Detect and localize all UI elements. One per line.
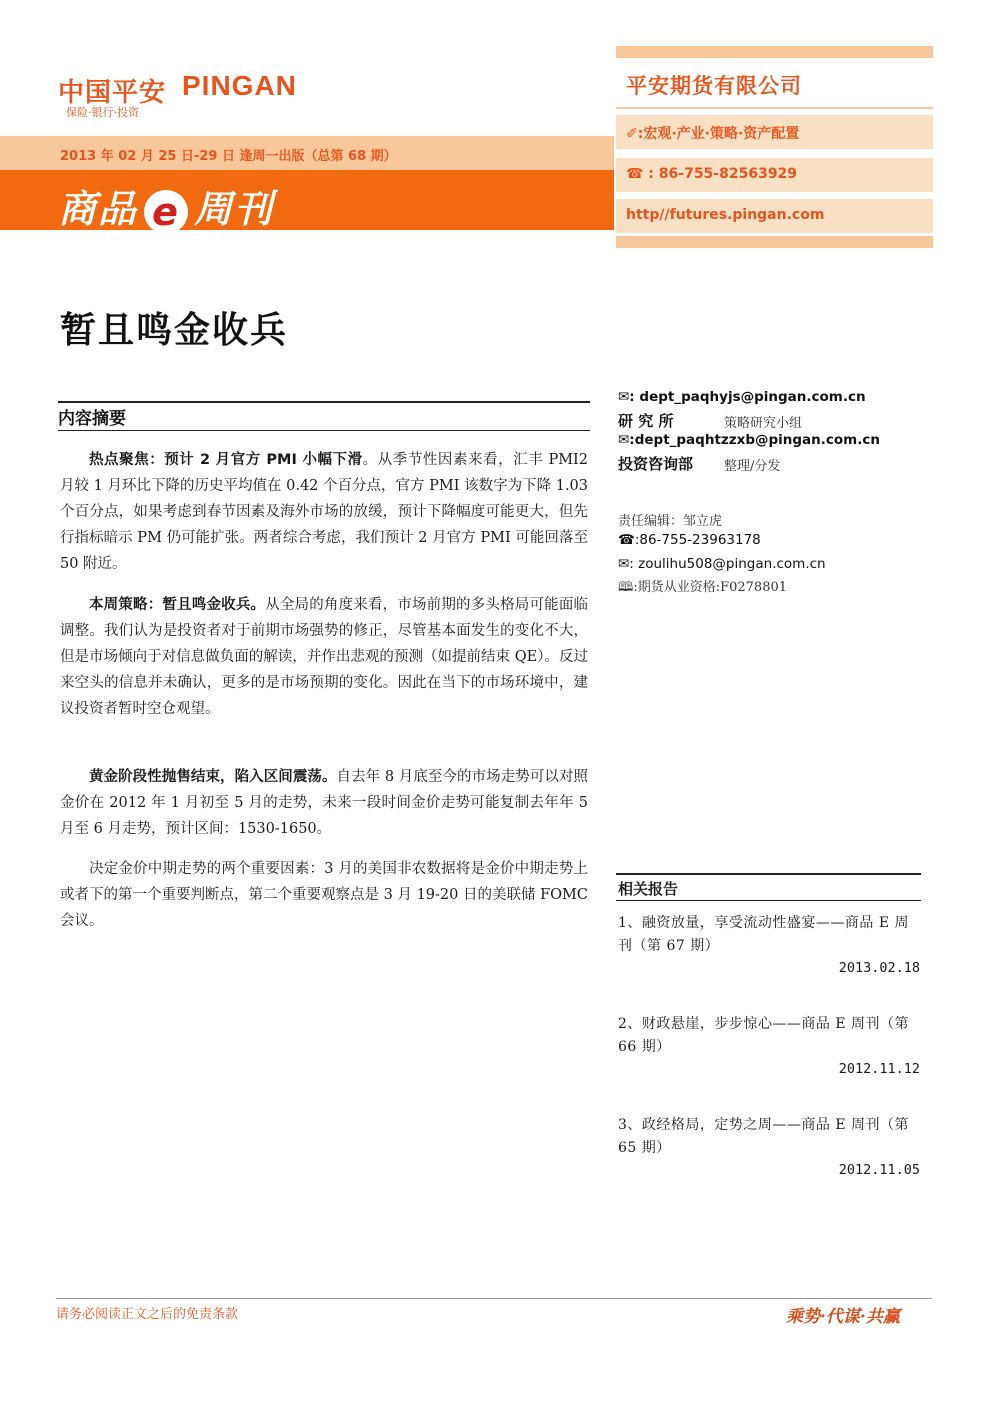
- related-heading: 相关报告: [618, 880, 679, 898]
- summary-rule-bottom: [58, 430, 590, 431]
- logo-cn: 中国平安: [58, 78, 167, 108]
- editor-email[interactable]: ✉: zoulihu508@pingan.com.cn: [618, 556, 826, 572]
- related-date-2: 2012.11.12: [838, 1061, 920, 1077]
- p3-text: 自去年 8 月底至今的市场走势可以对照金价在 2012 年 1 月初至 5 月的走势，未来一段时间金价走势可能复制去年年 5 月至 6 月走势，预计区间：1530-1650。: [60, 769, 588, 837]
- editor-phone: ☎:86-755-23963178: [618, 532, 761, 548]
- dept-consulting-label: 投资咨询部: [618, 455, 694, 473]
- summary-paragraph-2: [60, 592, 588, 722]
- issue-line: 2013 年 02 月 25 日-29 日 逢周一出版（总第 68 期）: [60, 149, 397, 164]
- company-phone-row: [616, 158, 933, 192]
- company-tagline: ✐:宏观·产业·策略·资产配置: [626, 126, 800, 142]
- brand-right: 周刊: [194, 187, 275, 231]
- related-item-1[interactable]: 1、融资放量，享受流动性盛宴——商品 E 周刊（第 67 期）: [618, 915, 910, 954]
- related-rule-bottom: [616, 900, 921, 901]
- related-rule-top: [616, 873, 921, 875]
- logo-subtitle: 保险·银行·投资: [66, 106, 139, 119]
- related-item-3[interactable]: 3、政经格局，定势之周——商品 E 周刊（第 65 期）: [618, 1117, 910, 1156]
- report-title: 暂且鸣金收兵: [60, 310, 289, 351]
- dept-research-label: 研 究 所: [618, 412, 674, 430]
- summary-paragraph-4: [60, 856, 588, 934]
- editor-license: 🕮:期货从业资格:F0278801: [618, 580, 788, 595]
- brand-left: 商品: [58, 187, 139, 231]
- related-date-3: 2012.11.05: [838, 1162, 920, 1178]
- logo-en: PINGAN: [182, 70, 297, 101]
- dept-consulting-value: 整理/分发: [724, 459, 781, 474]
- footer-slogan: 乘势·代谋·共赢: [786, 1307, 900, 1327]
- company-url[interactable]: http//futures.pingan.com: [626, 207, 825, 223]
- p1-bold: 热点聚焦：预计 2 月官方 PMI 小幅下滑: [89, 452, 363, 468]
- company-phone: ☎ : 86-755-82563929: [626, 166, 798, 182]
- p1-text: 。从季节性因素来看，汇丰 PMI2 月较 1 月环比下降的历史平均值在 0.42 个百分点，官方 PMI 该数字为下降 1.03 个百分点，如果考虑到春节因素及海外市场的放缓，预计下降幅度可能更大，但先行指标暗示 PM 仍可能扩张。两者综合考虑，我们预计 2 月官方 PMI 可能回落至 50 附近。: [60, 452, 589, 572]
- p3-bold: 黄金阶段性抛售结束，陷入区间震荡。: [89, 769, 337, 785]
- editor: 责任编辑：邹立虎: [618, 514, 723, 529]
- summary-heading: 内容摘要: [58, 409, 126, 429]
- p2-bold: 本周策略：暂且鸣金收兵。: [89, 597, 266, 613]
- brand-e-icon: e: [144, 190, 188, 234]
- summary-paragraph-1: [60, 447, 588, 577]
- summary-paragraph-3: [60, 764, 588, 842]
- p4-text: 决定金价中期走势的两个重要因素：3 月的美国非农数据将是金价中期走势上或者下的第一个重要判断点，第二个重要观察点是 3 月 19-20 日的美联储 FOMC 会议。: [60, 861, 588, 929]
- contact-email-1[interactable]: ✉: dept_paqhyjs@pingan.com.cn: [618, 389, 866, 405]
- company-url-row: [616, 199, 933, 233]
- p2-text: 从全局的角度来看，市场前期的多头格局可能面临调整。我们认为是投资者对于前期市场强势的修正，尽管基本面发生的变化不大，但是市场倾向于对信息做负面的解读，并作出悲观的预测（如提前结束 QE）。反过来空头的信息并未确认，更多的是市场预期的变化。因此在当下的市场环境中，建议投资者暂时空仓观望。: [60, 597, 589, 717]
- summary-rule-top: [58, 401, 590, 403]
- contact-email-2[interactable]: ✉:dept_paqhtzzxb@pingan.com.cn: [618, 432, 880, 448]
- company-divider: [616, 107, 933, 109]
- dept-research-value: 策略研究小组: [724, 416, 803, 431]
- footer-disclaimer[interactable]: 请务必阅读正文之后的免责条款: [56, 1307, 239, 1322]
- brand-title: [58, 178, 274, 234]
- company-box-top: [616, 46, 933, 58]
- related-date-1: 2013.02.18: [838, 960, 920, 976]
- related-item-2[interactable]: 2、财政悬崖，步步惊心——商品 E 周刊（第 66 期）: [618, 1016, 910, 1055]
- footer-rule: [56, 1298, 932, 1299]
- company-tagline-row: [616, 115, 933, 149]
- company-name: 平安期货有限公司: [626, 74, 802, 98]
- company-box-bottom: [616, 236, 933, 248]
